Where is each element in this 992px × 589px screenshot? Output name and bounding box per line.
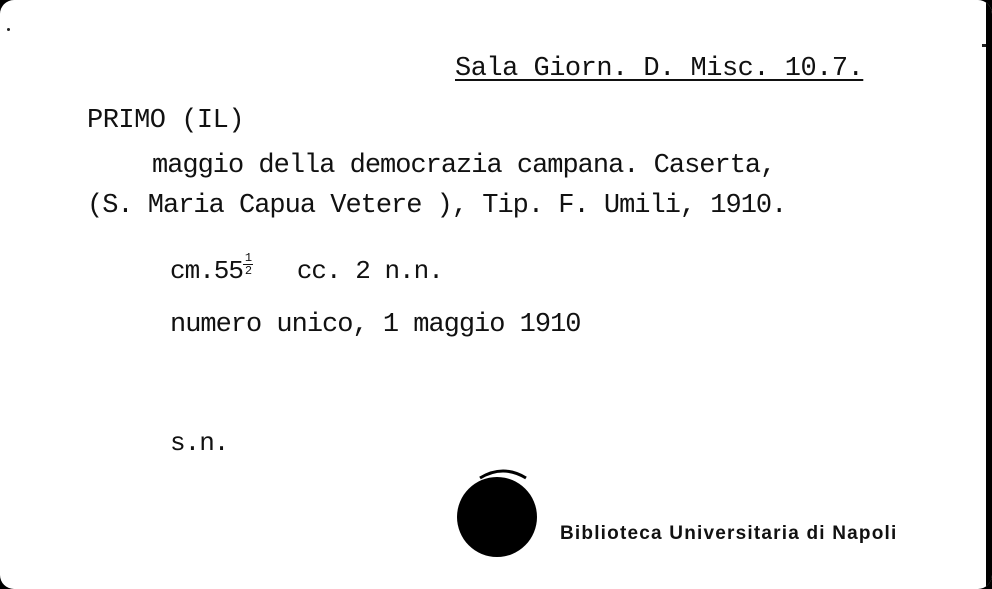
fraction-denominator: 2 <box>244 264 252 278</box>
library-name: Biblioteca Universitaria di Napoli <box>560 523 898 544</box>
fraction-numerator: 1 <box>244 251 252 265</box>
shelfmark: Sala Giorn. D. Misc. 10.7. <box>455 54 864 84</box>
note-line: numero unico, 1 maggio 1910 <box>170 310 581 340</box>
title-line-1: maggio della democrazia campana. Caserta, <box>152 151 776 181</box>
collation-size: cm.55 <box>170 256 244 286</box>
entry-heading: PRIMO (IL) <box>87 106 245 136</box>
card-edge-shadow <box>986 0 992 589</box>
speck-mark <box>982 44 986 47</box>
title-line-2: (S. Maria Capua Vetere ), Tip. F. Umili, 1910. <box>87 191 787 221</box>
collation-line <box>170 252 443 284</box>
publisher-note: s.n. <box>170 428 229 458</box>
collation-fraction <box>243 252 253 277</box>
library-stamp-seal <box>457 477 537 557</box>
speck-mark <box>7 28 10 31</box>
collation-pages: cc. 2 n.n. <box>296 256 443 286</box>
